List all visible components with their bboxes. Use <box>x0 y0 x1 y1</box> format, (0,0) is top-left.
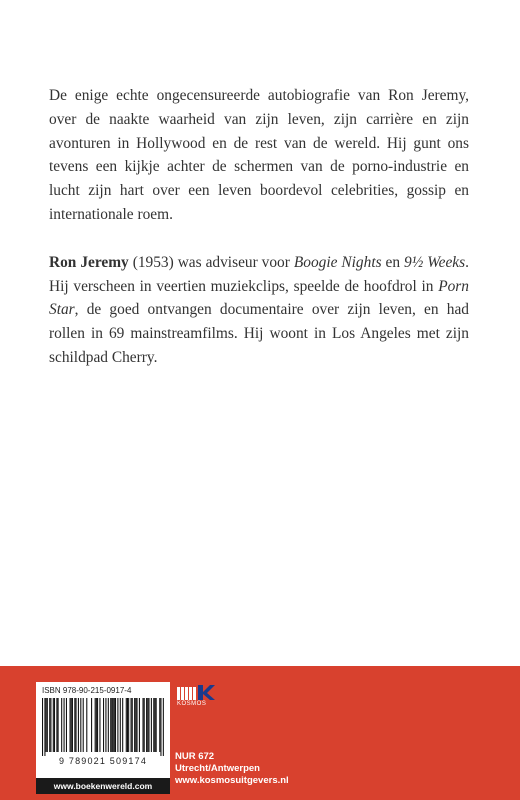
barcode-bar <box>58 698 59 752</box>
isbn-label: ISBN 978-90-215-0917-4 <box>42 686 132 695</box>
barcode-bar <box>83 698 84 752</box>
barcode-bar <box>80 698 81 752</box>
barcode-bar <box>144 698 145 752</box>
barcode-bar <box>105 698 106 752</box>
barcode-bar <box>86 698 87 752</box>
barcode-box <box>36 682 170 794</box>
barcode-bar <box>54 698 55 752</box>
film-title-boogie-nights: Boogie Nights <box>293 253 382 271</box>
barcode-bar <box>117 698 118 752</box>
blurb-p2-part-b: en <box>381 253 405 271</box>
barcode-bar <box>97 698 98 752</box>
barcode-bar <box>70 698 71 752</box>
barcode-bar <box>147 698 148 752</box>
publisher-website: www.kosmosuitgevers.nl <box>175 775 289 786</box>
nur-code: NUR 672 <box>175 751 215 762</box>
barcode-bar <box>115 698 116 752</box>
barcode-bar <box>148 698 149 752</box>
blurb-paragraph-1: De enige echte ongecensureerde autobiografie van Ron Jeremy, over de naakte waarheid van zijn leven, zijn carrière en zijn avonturen in Hollywood en de rest van de wereld. Hij gunt ons tevens een kijkje achter de schermen van de porno-industrie en lucht zijn hart over een leven boordevol celebrities, gossip en internationale roem. <box>49 87 469 223</box>
barcode-bar <box>71 698 72 752</box>
barcode-bar <box>50 698 51 752</box>
barcode-bar <box>91 698 92 752</box>
blurb-p2-part-c: . Hij verscheen in veertien muziekclips, speelde de hoofdrol in <box>49 253 469 295</box>
barcode-bar <box>99 698 100 752</box>
barcode-bar <box>111 698 112 752</box>
barcode-bar <box>96 698 97 752</box>
barcode-bar <box>153 698 154 752</box>
barcode-bar <box>113 698 114 752</box>
film-title-porn-star: Porn Star <box>49 277 469 319</box>
barcode-bar <box>49 698 50 752</box>
barcode-bar <box>127 698 128 752</box>
barcode-bar <box>78 698 79 752</box>
barcode-bar <box>56 698 57 752</box>
barcode-bar <box>72 698 73 752</box>
barcode-bar <box>154 698 155 752</box>
kosmos-logo-icon <box>177 684 217 701</box>
barcode-bar <box>44 698 45 756</box>
barcode-bar <box>139 698 140 752</box>
barcode-bar <box>146 698 147 752</box>
publisher-city: Utrecht/Antwerpen <box>175 763 260 774</box>
barcode-bar <box>95 698 96 752</box>
barcode-bar <box>131 698 132 752</box>
barcode-bar <box>103 698 104 752</box>
bookstore-website: www.boekenwereld.com <box>36 778 170 794</box>
author-name: Ron Jeremy <box>49 253 129 271</box>
barcode-bar <box>135 698 136 752</box>
barcode-bar <box>151 698 152 752</box>
barcode-bar <box>163 698 164 756</box>
barcode-bar <box>122 698 123 752</box>
barcode-bar <box>64 698 65 752</box>
barcode-bar <box>159 698 160 752</box>
barcode-bar <box>47 698 48 752</box>
kosmos-logo-text: KOSMOS <box>177 701 207 707</box>
barcode-image <box>42 698 164 756</box>
publisher-info <box>175 751 289 787</box>
barcode-bar <box>114 698 115 752</box>
blurb-p2-part-d: , de goed ontvangen documentaire over zijn leven, en had rollen in 69 mainstreamfilms. Hij woont in Los Angeles met zijn schildpad Cherry. <box>49 301 469 366</box>
barcode-bar <box>156 698 157 752</box>
barcode-bar <box>53 698 54 752</box>
blurb-text <box>49 84 469 370</box>
barcode-bar <box>42 698 43 756</box>
kosmos-logo <box>177 684 217 710</box>
barcode-bar <box>110 698 111 752</box>
barcode-bar <box>66 698 67 752</box>
barcode-bar <box>128 698 129 752</box>
barcode-bar <box>108 698 109 752</box>
barcode-bar <box>142 698 143 752</box>
blurb-p2-part-a: (1953) was adviseur voor <box>128 253 294 271</box>
barcode-bar <box>136 698 137 752</box>
barcode-bar <box>126 698 127 752</box>
blurb-paragraph-2 <box>49 251 469 370</box>
barcode-bar <box>132 698 133 752</box>
barcode-bar <box>46 698 47 752</box>
barcode-bar <box>160 698 161 756</box>
barcode-bar <box>120 698 121 752</box>
barcode-bar <box>134 698 135 752</box>
barcode-bar <box>61 698 62 752</box>
barcode-digits: 9 789021 509174 <box>58 756 148 766</box>
film-title-nine-half-weeks: 9½ Weeks <box>404 253 466 271</box>
barcode-bar <box>74 698 75 752</box>
barcode-bar <box>75 698 76 752</box>
